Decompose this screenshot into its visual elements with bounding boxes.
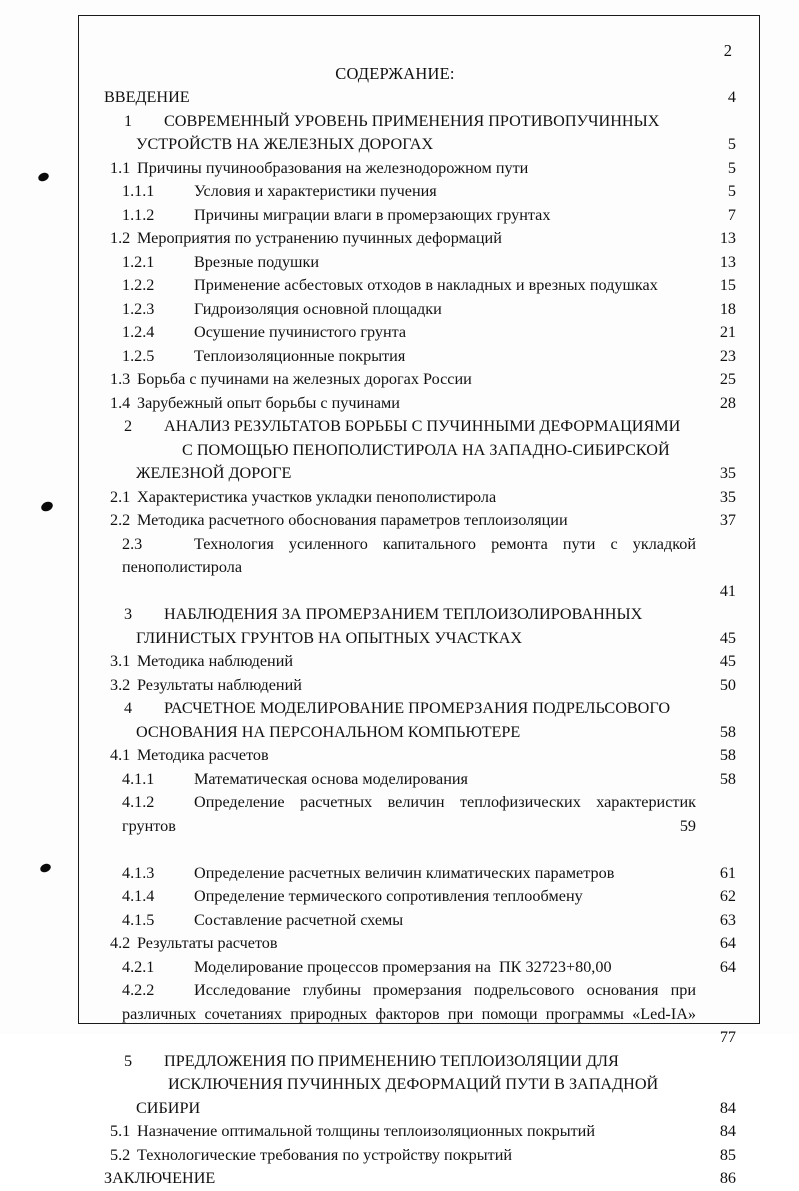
toc-entry-4-1-4[interactable]: [96, 885, 736, 909]
toc-entry-1-1-1[interactable]: [96, 180, 736, 204]
toc-entry-4-1-1[interactable]: [96, 768, 736, 792]
toc-entry-1-2-3[interactable]: [96, 298, 736, 322]
toc-entry-label: Результаты наблюдений: [137, 675, 302, 694]
chapter-line-2: ОСНОВАНИЯ НА ПЕРСОНАЛЬНОМ КОМПЬЮТЕРЕ: [136, 722, 521, 741]
toc-entry-label: Технология усиленного капитального ремонта пути с укладкой пенополистирола: [122, 534, 696, 576]
chapter-line-1: [124, 110, 696, 134]
chapter-line-2: С ПОМОЩЬЮ ПЕНОПОЛИСТИРОЛА НА ЗАПАДНО-СИБИРСКОЙ: [182, 440, 670, 459]
chapter-line-1: [124, 415, 696, 439]
toc-entry-page: 35: [719, 464, 736, 482]
toc-entry-1-2-4[interactable]: [96, 321, 736, 345]
toc-entry-label: ЗАКЛЮЧЕНИЕ: [104, 1169, 216, 1187]
toc-entry-introduction[interactable]: [96, 86, 736, 110]
toc-entry-number: 4.2.2: [122, 981, 155, 999]
toc-entry-label: Осушение пучинистого грунта: [194, 323, 407, 341]
toc-entry-page: 35: [719, 487, 736, 506]
chapter-number: 5: [124, 1051, 133, 1070]
toc-entry-page: 13: [719, 229, 736, 247]
toc-entry-3-2[interactable]: [96, 674, 736, 698]
toc-entry-label: Методика наблюдений: [137, 652, 294, 670]
toc-entry-label: Применение асбестовых отходов в накладных и врезных подушках: [194, 276, 658, 294]
toc-entry-label: Мероприятия по устранению пучинных деформаций: [137, 229, 502, 247]
toc-entry-number: 1.3: [110, 370, 131, 388]
chapter-line-1: [124, 1050, 696, 1074]
binding-mark-icon: [37, 171, 50, 183]
toc-entry-page: 84: [719, 1122, 736, 1140]
toc-entry-chapter-3[interactable]: [96, 603, 736, 650]
toc-entry-4-2[interactable]: [96, 932, 736, 956]
chapter-number: 1: [124, 111, 133, 130]
toc-entry-label: ВВЕДЕНИЕ: [104, 88, 190, 106]
toc-entry-number: 1.1.2: [122, 205, 155, 224]
toc-entry-label: Моделирование процессов промерзания на ПК 32723+80,00: [194, 957, 612, 976]
toc-entry-page: 58: [719, 746, 736, 764]
toc-entry-label: Определение расчетных величин климатических параметров: [194, 863, 615, 882]
toc-entry-chapter-1[interactable]: [96, 110, 736, 157]
chapter-line-2: УСТРОЙСТВ НА ЖЕЛЕЗНЫХ ДОРОГАХ: [136, 135, 434, 153]
toc-entry-label: Результаты расчетов: [137, 934, 278, 952]
toc-entry-page: 25: [719, 370, 736, 388]
toc-entry-label: Методика расчетного обоснования параметров теплоизоляции: [137, 511, 568, 529]
toc-entry-page: 28: [719, 393, 736, 412]
toc-entry-page: 84: [719, 1098, 736, 1117]
toc-entry-1-4[interactable]: [96, 392, 736, 416]
toc-entry-label: Теплоизоляционные покрытия: [194, 346, 406, 365]
toc-entry-number: 1.2.1: [122, 252, 155, 271]
toc-entry-1-2-5[interactable]: [96, 345, 736, 369]
toc-entry-page: 62: [719, 887, 736, 905]
chapter-title-part: СОВРЕМЕННЫЙ УРОВЕНЬ ПРИМЕНЕНИЯ ПРОТИВОПУЧИННЫХ: [164, 111, 660, 130]
toc-entry-number: 1.1: [110, 158, 131, 177]
binding-mark-icon: [39, 862, 52, 874]
toc-entry-number: 1.2.4: [122, 323, 155, 341]
toc-entry-number: 4.1.3: [122, 863, 155, 882]
toc-entry-page: 5: [727, 135, 736, 153]
toc-entry-label: Методика расчетов: [137, 746, 269, 764]
toc-entry-4-2-1[interactable]: [96, 956, 736, 980]
toc-entry-4-1[interactable]: [96, 744, 736, 768]
toc-entry-label: Определение расчетных величин теплофизических характеристик грунтов: [122, 793, 696, 835]
toc-entry-page: 63: [719, 910, 736, 929]
toc-entry-1-2-1[interactable]: [96, 251, 736, 275]
toc-entry-number: 2.3: [122, 534, 143, 553]
toc-entry-page: 18: [719, 299, 736, 318]
toc-entry-conclusion[interactable]: [96, 1167, 736, 1191]
toc-entry-4-1-5[interactable]: [96, 909, 736, 933]
toc-entry-number: 4.1.5: [122, 910, 155, 929]
toc-entry-5-2[interactable]: [96, 1144, 736, 1168]
toc-entry-chapter-4[interactable]: [96, 697, 736, 744]
chapter-line-1: [124, 697, 696, 721]
toc-entry-label: Составление расчетной схемы: [194, 910, 404, 929]
toc-entry-page: 64: [719, 934, 736, 952]
page-folio-number: 2: [723, 41, 732, 60]
binding-mark-icon: [40, 500, 55, 513]
toc-entry-label: Назначение оптимальной толщины теплоизоляционных покрытий: [137, 1122, 595, 1140]
toc-entry-2-1[interactable]: [96, 486, 736, 510]
toc-entry-page: 85: [719, 1145, 736, 1164]
chapter-title-part: ПРЕДЛОЖЕНИЯ ПО ПРИМЕНЕНИЮ ТЕПЛОИЗОЛЯЦИИ ДЛЯ: [164, 1051, 619, 1070]
toc-entry-page: 77: [719, 1028, 736, 1046]
toc-entry-label: Причины миграции влаги в промерзающих грунтах: [194, 205, 551, 224]
toc-entry-page: 15: [719, 276, 736, 294]
toc-entry-4-1-3[interactable]: [96, 862, 736, 886]
toc-entry-1-3[interactable]: [96, 368, 736, 392]
toc-entry-number: 1.2.2: [122, 276, 155, 294]
toc-entry-page: 23: [719, 346, 736, 365]
toc-entry-page: 58: [719, 722, 736, 741]
toc-entry-page: 7: [727, 205, 736, 224]
toc-entry-number: 3.2: [110, 675, 131, 694]
toc-entry-number: 3.1: [110, 652, 131, 670]
toc-entry-number: 2.1: [110, 487, 131, 506]
toc-entry-page: 45: [719, 628, 736, 647]
toc-entry-1-2[interactable]: [96, 227, 736, 251]
chapter-number: 2: [124, 417, 133, 435]
chapter-number: 3: [124, 605, 133, 623]
chapter-line-2: ГЛИНИСТЫХ ГРУНТОВ НА ОПЫТНЫХ УЧАСТКАХ: [136, 628, 523, 647]
toc-entry-page: 5: [727, 158, 736, 177]
table-of-contents: [96, 40, 736, 1191]
chapter-line-3: СИБИРИ: [136, 1098, 201, 1117]
toc-entry-label: Характеристика участков укладки пенополистирола: [137, 487, 497, 506]
toc-entry-1-2-2[interactable]: [96, 274, 736, 298]
toc-entry-chapter-5[interactable]: [96, 1050, 736, 1121]
toc-entry-label: Определение термического сопротивления теплообмену: [194, 887, 583, 905]
toc-entry-number: 5.2: [110, 1145, 131, 1164]
chapter-line-1: [124, 603, 696, 627]
toc-entry-number: 4.1: [110, 746, 131, 764]
toc-entry-label: Условия и характеристики пучения: [194, 182, 437, 200]
toc-entry-number: 4.1.1: [122, 769, 155, 788]
toc-entry-number: 1.4: [110, 393, 131, 412]
toc-entry-label: Причины пучинообразования на железнодорожном пути: [137, 158, 529, 177]
toc-entry-page: 61: [719, 863, 736, 882]
toc-entry-chapter-2[interactable]: [96, 415, 736, 486]
toc-entry-number: 4.2.1: [122, 957, 155, 976]
toc-entry-number: 1.1.1: [122, 182, 155, 200]
toc-entry-label: Врезные подушки: [194, 252, 320, 271]
chapter-title-part: РАСЧЕТНОЕ МОДЕЛИРОВАНИЕ ПРОМЕРЗАНИЯ ПОДРЕЛЬСОВОГО: [164, 699, 671, 717]
toc-entry-4-2-2[interactable]: [96, 979, 736, 1050]
toc-entry-page: 59: [679, 816, 696, 835]
toc-entry-label: Борьба с пучинами на железных дорогах России: [137, 370, 472, 388]
toc-entry-page: 13: [719, 252, 736, 271]
chapter-line-3: ЖЕЛЕЗНОЙ ДОРОГЕ: [136, 464, 292, 482]
toc-entry-page: 64: [719, 957, 736, 976]
chapter-line-2: ИСКЛЮЧЕНИЯ ПУЧИННЫХ ДЕФОРМАЦИЙ ПУТИ В ЗАПАДНОЙ: [168, 1075, 659, 1093]
toc-entry-page: 58: [719, 769, 736, 788]
toc-entry-number: 4.1.2: [122, 793, 155, 811]
toc-entry-3-1[interactable]: [96, 650, 736, 674]
chapter-title-part: АНАЛИЗ РЕЗУЛЬТАТОВ БОРЬБЫ С ПУЧИННЫМИ ДЕФОРМАЦИЯМИ: [164, 417, 681, 435]
toc-entry-number: 1.2: [110, 229, 131, 247]
toc-entry-page: 41: [719, 581, 736, 600]
toc-entry-number: 4.2: [110, 934, 131, 952]
toc-entry-number: 4.1.4: [122, 887, 155, 905]
toc-entry-1-1-2[interactable]: [96, 204, 736, 228]
toc-entry-2-3[interactable]: [96, 533, 736, 604]
toc-entry-4-1-2[interactable]: [96, 791, 736, 862]
toc-entry-5-1[interactable]: [96, 1120, 736, 1144]
toc-entry-page: 45: [719, 652, 736, 670]
toc-entry-page: 5: [727, 182, 736, 200]
toc-entry-page: 37: [719, 511, 736, 529]
toc-entry-number: 1.2.3: [122, 299, 155, 318]
chapter-title-part: НАБЛЮДЕНИЯ ЗА ПРОМЕРЗАНИЕМ ТЕПЛОИЗОЛИРОВАННЫХ: [164, 605, 643, 623]
toc-entry-1-1[interactable]: [96, 157, 736, 181]
toc-entry-page: 4: [727, 88, 736, 106]
toc-entry-page: 21: [719, 323, 736, 341]
toc-entry-label: Гидроизоляция основной площадки: [194, 299, 442, 318]
toc-entry-label: Технологические требования по устройству покрытий: [137, 1145, 513, 1164]
toc-entry-label: Зарубежный опыт борьбы с пучинами: [137, 393, 400, 412]
chapter-number: 4: [124, 699, 133, 717]
toc-entry-label: Математическая основа моделирования: [194, 769, 468, 788]
toc-entry-page: 86: [719, 1169, 736, 1187]
toc-entry-label: Исследование глубины промерзания подрельсового основания при различных сочетаниях природных факторов при помощи программы «Led-IA»: [122, 981, 696, 1023]
page-title: СОДЕРЖАНИЕ:: [335, 64, 455, 83]
toc-entry-number: 2.2: [110, 511, 131, 529]
toc-entry-2-2[interactable]: [96, 509, 736, 533]
toc-entry-number: 5.1: [110, 1122, 131, 1140]
toc-entry-number: 1.2.5: [122, 346, 155, 365]
toc-entry-page: 50: [719, 675, 736, 694]
